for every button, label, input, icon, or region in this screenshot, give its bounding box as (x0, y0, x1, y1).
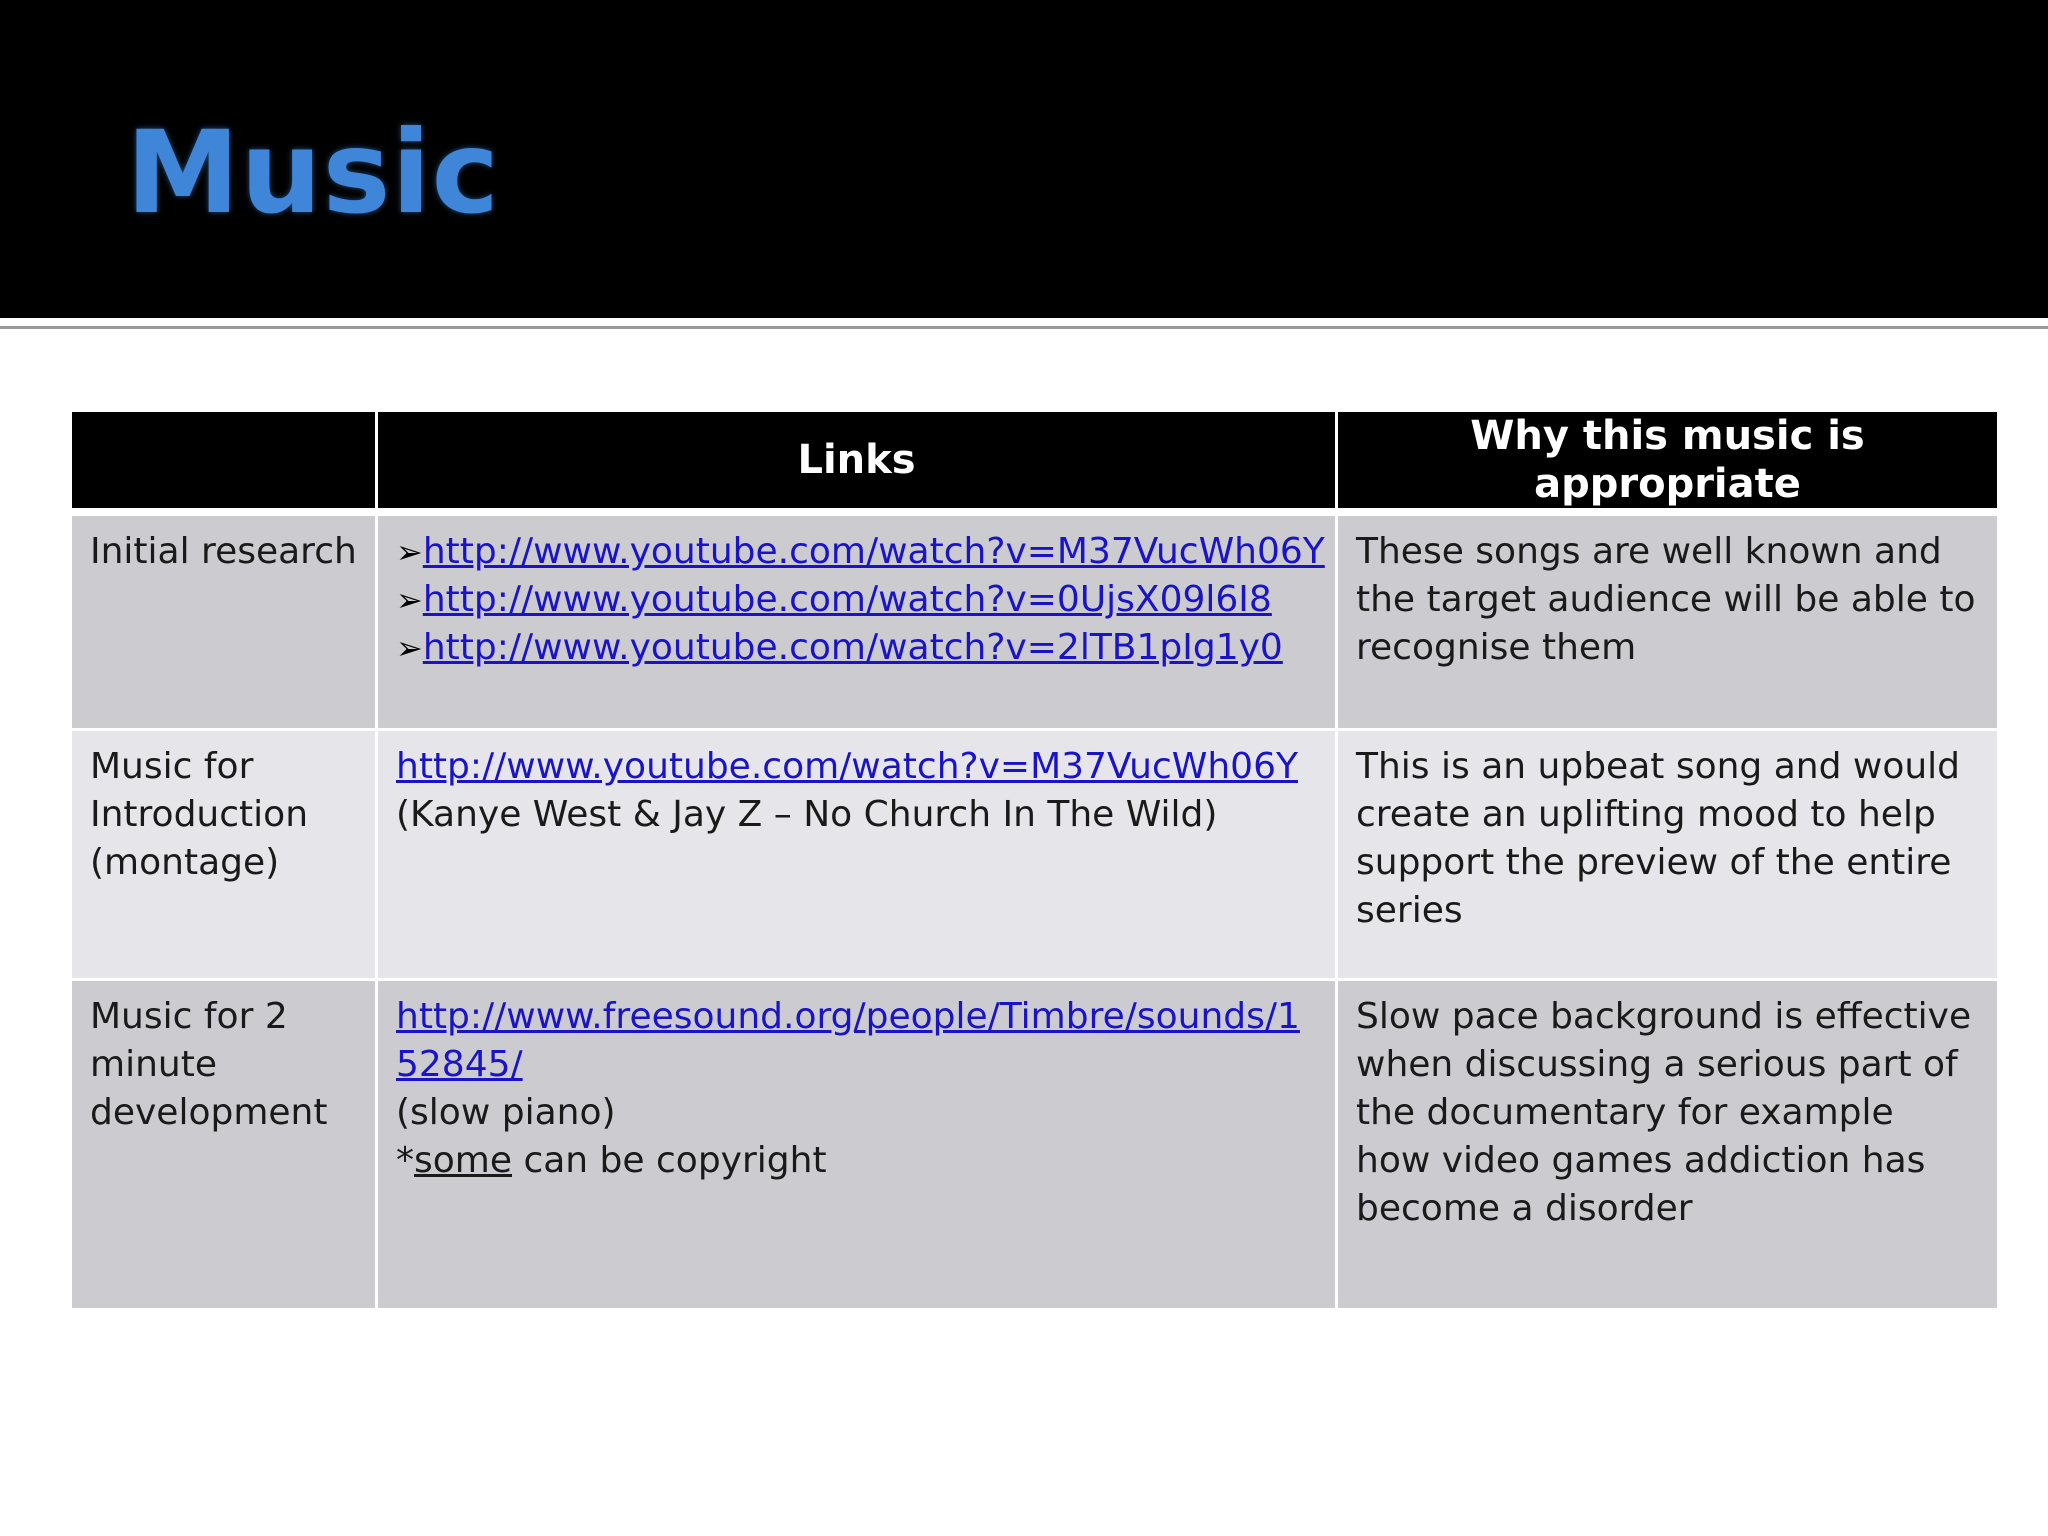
arrow-bullet-icon: ➢ (396, 581, 423, 619)
link-item (396, 993, 1317, 1089)
copyright-text: can be copyright (512, 1140, 827, 1181)
arrow-bullet-icon: ➢ (396, 629, 423, 667)
why-cell: These songs are well known and the target audience will be able to recognise them (1337, 512, 1999, 730)
music-table (69, 409, 2000, 1311)
table-header-why: Why this music is appropriate (1337, 411, 1999, 513)
copyright-emphasis: some (414, 1140, 512, 1181)
link-bullet-item (396, 624, 1317, 672)
copyright-note (396, 1137, 1317, 1185)
song-note: (slow piano) (396, 1092, 616, 1133)
row-label: Initial research (71, 512, 377, 730)
table-row-introduction (71, 730, 1999, 980)
links-cell (377, 512, 1337, 730)
row-label: Music for 2 minute development (71, 980, 377, 1310)
youtube-link[interactable]: http://www.youtube.com/watch?v=M37VucWh06Y (396, 746, 1298, 787)
table-row-initial-research (71, 512, 1999, 730)
arrow-bullet-icon: ➢ (396, 533, 423, 571)
youtube-link[interactable]: http://www.youtube.com/watch?v=2lTB1pIg1y0 (422, 627, 1283, 668)
links-cell (377, 980, 1337, 1310)
link-item (396, 743, 1317, 791)
table-row-development (71, 980, 1999, 1310)
header-divider (0, 318, 2048, 334)
freesound-link[interactable]: http://www.freesound.org/people/Timbre/sounds/152845/ (396, 996, 1300, 1085)
table-header-links: Links (377, 411, 1337, 513)
youtube-link[interactable]: http://www.youtube.com/watch?v=0UjsX09l6I8 (422, 579, 1272, 620)
why-cell: This is an upbeat song and would create an uplifting mood to help support the preview of the entire series (1337, 730, 1999, 980)
link-bullet-item (396, 576, 1317, 624)
copyright-star: * (396, 1140, 414, 1181)
links-cell (377, 730, 1337, 980)
link-bullet-item (396, 528, 1325, 576)
why-cell: Slow pace background is effective when discussing a serious part of the documentary for example how video games addiction has become a disorder (1337, 980, 1999, 1310)
youtube-link[interactable]: http://www.youtube.com/watch?v=M37VucWh06Y (422, 531, 1325, 572)
song-note: (Kanye West & Jay Z – No Church In The Wild) (396, 794, 1218, 835)
row-label: Music for Introduction (montage) (71, 730, 377, 980)
slide-title: Music (126, 106, 501, 239)
table-header-blank (71, 411, 377, 513)
table-header-row (71, 411, 1999, 513)
